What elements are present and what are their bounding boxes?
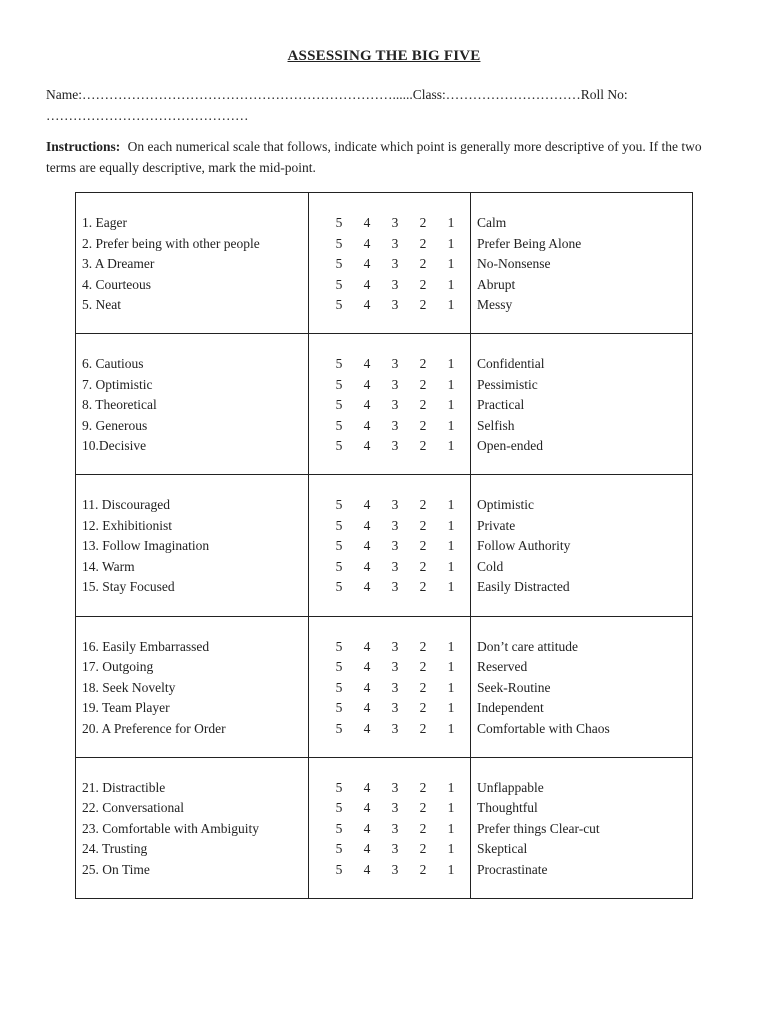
student-info-fields — [46, 84, 726, 126]
trait-right-label: Calm — [477, 215, 507, 230]
rating-options — [309, 678, 470, 699]
rating-point[interactable]: 2 — [419, 256, 427, 271]
rating-point[interactable]: 3 — [391, 638, 399, 654]
rating-point[interactable]: 5 — [335, 417, 343, 433]
rating-point[interactable]: 1 — [447, 376, 455, 392]
trait-right-label: Open-ended — [477, 438, 543, 454]
rating-options — [309, 354, 470, 375]
trait-left-label: 3. A Dreamer — [82, 256, 155, 271]
trait-right-label: Selfish — [477, 417, 515, 433]
rating-options — [309, 395, 470, 416]
rating-point[interactable]: 1 — [447, 215, 455, 230]
rating-options — [309, 436, 470, 457]
rating-point[interactable]: 3 — [391, 397, 399, 413]
trait-left-label: 16. Easily Embarrassed — [82, 638, 210, 654]
rating-point[interactable]: 3 — [391, 679, 399, 695]
trait-left-label: 10.Decisive — [82, 438, 147, 454]
rating-point[interactable]: 4 — [363, 256, 371, 271]
rating-point[interactable]: 1 — [447, 558, 455, 574]
rating-point[interactable]: 5 — [335, 235, 343, 251]
rating-options — [309, 495, 470, 516]
rating-options — [309, 819, 470, 840]
rating-point[interactable]: 5 — [335, 276, 343, 292]
trait-left-label: 12. Exhibitionist — [82, 517, 173, 533]
rating-point[interactable]: 5 — [335, 861, 343, 877]
rating-point[interactable]: 4 — [363, 417, 371, 433]
rating-point[interactable]: 4 — [363, 638, 371, 654]
rating-point[interactable]: 1 — [447, 700, 455, 716]
rating-point[interactable]: 2 — [419, 679, 427, 695]
trait-right-label: Skeptical — [477, 841, 528, 857]
rating-point[interactable]: 3 — [391, 517, 399, 533]
trait-right-cell — [471, 475, 693, 616]
rating-point[interactable]: 1 — [447, 800, 455, 816]
rating-point[interactable]: 3 — [391, 256, 399, 271]
rating-point[interactable]: 1 — [447, 538, 455, 554]
trait-left-label: 7. Optimistic — [82, 376, 153, 392]
trait-right-label: Don’t care attitude — [477, 638, 578, 654]
rating-point[interactable]: 2 — [419, 497, 427, 513]
rating-point[interactable]: 5 — [335, 558, 343, 574]
rating-point[interactable]: 1 — [447, 517, 455, 533]
rating-point[interactable]: 3 — [391, 438, 399, 454]
scale-group-row — [76, 475, 693, 616]
rating-options — [309, 516, 470, 537]
rating-point[interactable]: 4 — [363, 276, 371, 292]
rating-point[interactable]: 3 — [391, 659, 399, 675]
scale-group-row — [76, 334, 693, 475]
rating-point[interactable]: 2 — [419, 297, 427, 312]
trait-left-label: 20. A Preference for Order — [82, 720, 226, 736]
trait-left-cell — [76, 475, 309, 616]
rating-point[interactable]: 2 — [419, 438, 427, 454]
trait-left-label: 25. On Time — [82, 861, 150, 877]
instructions-body: On each numerical scale that follows, indicate which point is generally more descriptive of you. If the two terms are equally descriptive, mark the mid-point. — [46, 139, 702, 175]
rating-point[interactable]: 4 — [363, 438, 371, 454]
rating-point[interactable]: 2 — [419, 659, 427, 675]
trait-left-cell — [76, 193, 309, 334]
rating-point[interactable]: 2 — [419, 820, 427, 836]
rating-options — [309, 234, 470, 255]
rating-point[interactable]: 2 — [419, 841, 427, 857]
rating-cell — [309, 334, 471, 475]
rating-point[interactable]: 5 — [335, 438, 343, 454]
rating-point[interactable]: 5 — [335, 659, 343, 675]
rating-point[interactable]: 3 — [391, 720, 399, 736]
rating-point[interactable]: 3 — [391, 558, 399, 574]
scale-group-row — [76, 757, 693, 898]
rating-point[interactable]: 5 — [335, 517, 343, 533]
trait-right-cell — [471, 616, 693, 757]
rating-point[interactable]: 4 — [363, 720, 371, 736]
trait-left-label: 6. Cautious — [82, 356, 144, 372]
trait-right-label: Confidential — [477, 356, 545, 372]
rating-options — [309, 698, 470, 719]
rating-point[interactable]: 1 — [447, 820, 455, 836]
rating-point[interactable]: 3 — [391, 700, 399, 716]
rating-point[interactable]: 2 — [419, 417, 427, 433]
trait-right-label: Messy — [477, 297, 513, 312]
trait-right-label: Unflappable — [477, 779, 544, 795]
trait-left-label: 8. Theoretical — [82, 397, 157, 413]
rating-point[interactable]: 1 — [447, 356, 455, 372]
trait-right-cell — [471, 193, 693, 334]
rating-point[interactable]: 4 — [363, 558, 371, 574]
rating-cell — [309, 757, 471, 898]
rating-point[interactable]: 2 — [419, 638, 427, 654]
rating-point[interactable]: 4 — [363, 841, 371, 857]
rating-point[interactable]: 3 — [391, 417, 399, 433]
rating-point[interactable]: 2 — [419, 397, 427, 413]
rating-point[interactable]: 1 — [447, 720, 455, 736]
rating-point[interactable]: 1 — [447, 297, 455, 312]
trait-left-label: 22. Conversational — [82, 800, 184, 816]
rating-point[interactable]: 1 — [447, 417, 455, 433]
rating-point[interactable]: 2 — [419, 538, 427, 554]
rating-point[interactable]: 3 — [391, 779, 399, 795]
rating-point[interactable]: 5 — [335, 356, 343, 372]
rating-point[interactable]: 5 — [335, 700, 343, 716]
rating-point[interactable]: 3 — [391, 579, 399, 595]
trait-left-label: 14. Warm — [82, 558, 135, 574]
rating-options — [309, 839, 470, 860]
page-title: ASSESSING THE BIG FIVE — [287, 48, 481, 64]
rating-point[interactable]: 1 — [447, 679, 455, 695]
rating-point[interactable]: 1 — [447, 397, 455, 413]
rating-point[interactable]: 1 — [447, 235, 455, 251]
rating-point[interactable]: 4 — [363, 861, 371, 877]
trait-right-cell — [471, 334, 693, 475]
rating-point[interactable]: 5 — [335, 779, 343, 795]
rating-options — [309, 798, 470, 819]
rating-point[interactable]: 4 — [363, 538, 371, 554]
rating-point[interactable]: 2 — [419, 376, 427, 392]
instructions-paragraph — [46, 136, 726, 178]
rating-point[interactable]: 4 — [363, 517, 371, 533]
trait-left-label: 13. Follow Imagination — [82, 538, 210, 554]
trait-left-cell — [76, 616, 309, 757]
rating-point[interactable]: 1 — [447, 638, 455, 654]
rating-cell — [309, 475, 471, 616]
trait-right-label: Reserved — [477, 659, 528, 675]
name-class-roll-line[interactable]: Name:……………………………………………………………......Class:…………………………Roll No: — [46, 87, 628, 102]
rating-point[interactable]: 4 — [363, 497, 371, 513]
trait-left-cell — [76, 334, 309, 475]
rating-point[interactable]: 5 — [335, 215, 343, 230]
trait-left-label: 21. Distractible — [82, 779, 166, 795]
rating-options — [309, 637, 470, 658]
rating-point[interactable]: 5 — [335, 397, 343, 413]
rating-point[interactable]: 2 — [419, 517, 427, 533]
trait-left-label: 1. Eager — [82, 215, 127, 230]
rating-point[interactable]: 3 — [391, 861, 399, 877]
rating-point[interactable]: 2 — [419, 861, 427, 877]
rating-options — [309, 778, 470, 799]
rating-point[interactable]: 4 — [363, 235, 371, 251]
trait-left-label: 15. Stay Focused — [82, 579, 175, 595]
trait-right-cell — [471, 757, 693, 898]
rating-point[interactable]: 4 — [363, 215, 371, 230]
trait-right-label: Pessimistic — [477, 376, 538, 392]
scale-group-row — [76, 616, 693, 757]
trait-left-label: 4. Courteous — [82, 276, 151, 292]
rating-point[interactable]: 5 — [335, 800, 343, 816]
rating-point[interactable]: 1 — [447, 841, 455, 857]
trait-left-label: 23. Comfortable with Ambiguity — [82, 820, 259, 836]
rating-point[interactable]: 5 — [335, 679, 343, 695]
trait-right-label: Private — [477, 517, 516, 533]
rating-point[interactable]: 3 — [391, 497, 399, 513]
trait-right-label: Abrupt — [477, 276, 516, 292]
rating-point[interactable]: 1 — [447, 579, 455, 595]
rating-point[interactable]: 5 — [335, 256, 343, 271]
trait-left-label: 9. Generous — [82, 417, 148, 433]
rating-point[interactable]: 4 — [363, 356, 371, 372]
rating-point[interactable]: 4 — [363, 376, 371, 392]
rating-point[interactable]: 2 — [419, 215, 427, 230]
trait-left-label: 5. Neat — [82, 297, 121, 312]
rating-point[interactable]: 3 — [391, 800, 399, 816]
rating-point[interactable]: 1 — [447, 256, 455, 271]
rating-point[interactable]: 3 — [391, 276, 399, 292]
trait-left-label: 11. Discouraged — [82, 497, 170, 513]
rating-cell — [309, 616, 471, 757]
rating-point[interactable]: 3 — [391, 538, 399, 554]
rating-options — [309, 375, 470, 396]
rating-options — [309, 213, 470, 234]
rating-point[interactable]: 3 — [391, 235, 399, 251]
rating-point[interactable]: 2 — [419, 356, 427, 372]
scale-group-row — [76, 193, 693, 334]
trait-right-label: Practical — [477, 397, 525, 413]
trait-right-label: Prefer Being Alone — [477, 235, 582, 251]
rating-point[interactable]: 5 — [335, 579, 343, 595]
trait-left-label: 17. Outgoing — [82, 659, 154, 675]
continuation-line[interactable]: ……………………………………… — [46, 108, 249, 123]
trait-right-label: Optimistic — [477, 497, 534, 513]
trait-right-label: Comfortable with Chaos — [477, 720, 610, 736]
rating-options — [309, 657, 470, 678]
rating-point[interactable]: 2 — [419, 720, 427, 736]
rating-point[interactable]: 4 — [363, 820, 371, 836]
trait-right-label: Procrastinate — [477, 861, 548, 877]
rating-options — [309, 275, 470, 296]
rating-point[interactable]: 3 — [391, 841, 399, 857]
rating-point[interactable]: 3 — [391, 215, 399, 230]
rating-point[interactable]: 1 — [447, 861, 455, 877]
rating-point[interactable]: 2 — [419, 700, 427, 716]
rating-point[interactable]: 2 — [419, 276, 427, 292]
rating-point[interactable]: 5 — [335, 497, 343, 513]
rating-options — [309, 536, 470, 557]
rating-point[interactable]: 2 — [419, 235, 427, 251]
trait-right-label: Thoughtful — [477, 800, 538, 816]
rating-point[interactable]: 3 — [391, 297, 399, 312]
rating-point[interactable]: 5 — [335, 720, 343, 736]
trait-left-cell — [76, 757, 309, 898]
rating-point[interactable]: 2 — [419, 558, 427, 574]
rating-point[interactable]: 3 — [391, 356, 399, 372]
trait-right-label: Prefer things Clear-cut — [477, 820, 600, 836]
rating-options — [309, 860, 470, 881]
rating-options — [309, 557, 470, 578]
rating-scale-table — [75, 192, 693, 899]
rating-point[interactable]: 4 — [363, 579, 371, 595]
rating-options — [309, 295, 470, 316]
rating-point[interactable]: 4 — [363, 779, 371, 795]
rating-point[interactable]: 1 — [447, 659, 455, 675]
trait-right-label: Cold — [477, 558, 504, 574]
rating-cell — [309, 193, 471, 334]
trait-left-label: 18. Seek Novelty — [82, 679, 176, 695]
trait-left-label: 19. Team Player — [82, 700, 170, 716]
rating-options — [309, 254, 470, 275]
rating-point[interactable]: 5 — [335, 820, 343, 836]
trait-right-label: Independent — [477, 700, 544, 716]
rating-point[interactable]: 5 — [335, 538, 343, 554]
rating-point[interactable]: 1 — [447, 276, 455, 292]
rating-point[interactable]: 3 — [391, 820, 399, 836]
rating-point[interactable]: 2 — [419, 579, 427, 595]
rating-options — [309, 577, 470, 598]
rating-point[interactable]: 4 — [363, 700, 371, 716]
rating-point[interactable]: 4 — [363, 397, 371, 413]
trait-left-label: 24. Trusting — [82, 841, 148, 857]
rating-point[interactable]: 3 — [391, 376, 399, 392]
rating-point[interactable]: 1 — [447, 497, 455, 513]
trait-left-label: 2. Prefer being with other people — [82, 235, 260, 251]
rating-point[interactable]: 2 — [419, 800, 427, 816]
instructions-lead: Instructions: — [46, 139, 121, 154]
rating-options — [309, 416, 470, 437]
trait-right-label: Follow Authority — [477, 538, 571, 554]
rating-point[interactable]: 1 — [447, 438, 455, 454]
rating-point[interactable]: 4 — [363, 679, 371, 695]
trait-right-label: Easily Distracted — [477, 579, 570, 595]
trait-right-label: Seek-Routine — [477, 679, 551, 695]
rating-point[interactable]: 4 — [363, 800, 371, 816]
rating-point[interactable]: 4 — [363, 297, 371, 312]
trait-right-label: No-Nonsense — [477, 256, 551, 271]
rating-point[interactable]: 2 — [419, 779, 427, 795]
rating-point[interactable]: 5 — [335, 376, 343, 392]
rating-point[interactable]: 5 — [335, 841, 343, 857]
rating-point[interactable]: 1 — [447, 779, 455, 795]
rating-point[interactable]: 5 — [335, 297, 343, 312]
rating-options — [309, 719, 470, 740]
rating-point[interactable]: 4 — [363, 659, 371, 675]
rating-point[interactable]: 5 — [335, 638, 343, 654]
